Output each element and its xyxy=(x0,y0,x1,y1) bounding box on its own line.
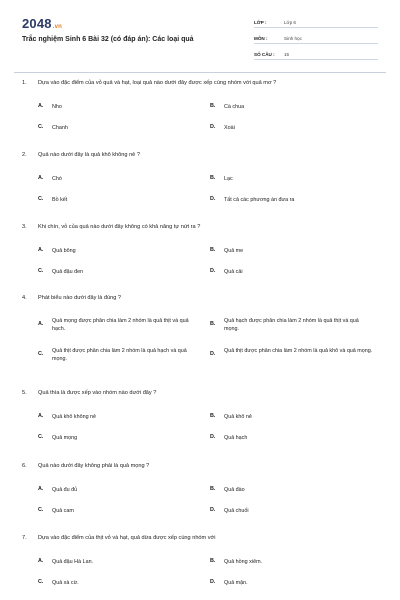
option-a[interactable] xyxy=(38,558,93,566)
option-letter: A. xyxy=(38,247,44,253)
question-prompt: Phát biểu nào dưới đây là đúng ? xyxy=(38,295,121,301)
option-letter: D. xyxy=(210,196,216,202)
option-d[interactable] xyxy=(210,268,243,276)
option-text: Chanh xyxy=(52,125,68,131)
option-c[interactable] xyxy=(38,434,77,442)
meta-label: LỚP : xyxy=(254,20,267,25)
question-number: 5. xyxy=(22,390,27,396)
quiz-meta xyxy=(254,14,378,62)
option-letter: B. xyxy=(210,103,216,109)
option-text: Nho xyxy=(52,104,62,110)
option-letter: D. xyxy=(210,434,216,440)
logo-suffix: .vn xyxy=(52,24,63,30)
option-letter: D. xyxy=(210,579,216,585)
option-text: Quả hạch xyxy=(224,435,248,441)
meta-row-subject xyxy=(254,30,378,44)
option-letter: C. xyxy=(38,507,44,513)
question-number: 7. xyxy=(22,535,27,541)
option-text: Quả bông xyxy=(52,248,76,254)
option-a[interactable] xyxy=(38,413,96,421)
option-d[interactable] xyxy=(210,434,247,442)
option-text: Quả thịt được phân chia làm 2 nhóm là quả khô và quả mọng. xyxy=(224,348,373,354)
option-text: Cà chua xyxy=(224,104,245,110)
meta-value: Sinh học xyxy=(284,36,302,41)
question-text xyxy=(22,295,121,301)
question-prompt: Quả nào dưới đây không phải là quả mọng ? xyxy=(38,463,150,469)
page-header xyxy=(0,0,400,75)
option-letter: A. xyxy=(38,103,44,109)
option-c[interactable] xyxy=(38,579,79,587)
meta-label: MÔN : xyxy=(254,36,268,41)
option-text: Quả khô không nẻ xyxy=(52,414,97,420)
option-text: Quả đào xyxy=(224,487,245,493)
option-c[interactable] xyxy=(38,347,202,364)
option-letter: B. xyxy=(210,413,216,419)
option-letter: B. xyxy=(210,486,216,492)
option-b[interactable] xyxy=(210,103,244,111)
meta-value: Lớp 6 xyxy=(284,20,296,25)
option-b[interactable] xyxy=(210,486,245,494)
option-text: Quả mận. xyxy=(224,580,248,586)
question-text xyxy=(22,152,140,158)
option-letter: D. xyxy=(210,124,216,130)
option-letter: C. xyxy=(38,579,44,585)
option-text: Quả xà cừ. xyxy=(52,580,79,586)
meta-value: 15 xyxy=(284,52,290,57)
option-letter: A. xyxy=(38,558,44,564)
meta-row-class xyxy=(254,14,378,28)
option-letter: A. xyxy=(38,486,44,492)
question-text xyxy=(22,80,276,86)
option-a[interactable] xyxy=(38,103,62,111)
option-c[interactable] xyxy=(38,507,74,515)
option-letter: B. xyxy=(210,321,216,327)
option-d[interactable] xyxy=(210,124,235,132)
logo-text: 2048 xyxy=(22,16,52,31)
option-text: Quả cải xyxy=(224,269,243,275)
option-text: Tất cả các phương án đưa ra xyxy=(224,197,295,203)
option-c[interactable] xyxy=(38,124,68,132)
option-d[interactable] xyxy=(210,347,374,357)
option-b[interactable] xyxy=(210,413,252,421)
option-letter: D. xyxy=(210,268,216,274)
question-prompt: Dựa vào đặc điểm của thịt vỏ và hạt, quả dừa được xếp cùng nhóm với xyxy=(38,535,216,541)
option-b[interactable] xyxy=(210,247,243,255)
option-a[interactable] xyxy=(38,317,202,334)
option-letter: A. xyxy=(38,321,44,327)
option-text: Quả hạch được phân chia làm 2 nhóm là quả thịt và quả mọng. xyxy=(224,318,359,333)
option-letter: A. xyxy=(38,175,44,181)
question-number: 1. xyxy=(22,80,27,86)
option-letter: C. xyxy=(38,351,44,357)
question-prompt: Dựa vào đặc điểm của vỏ quả và hạt, loại quả nào dưới đây được xếp cùng nhóm với quả mơ ? xyxy=(38,80,277,86)
option-a[interactable] xyxy=(38,247,76,255)
option-letter: C. xyxy=(38,196,44,202)
option-b[interactable] xyxy=(210,317,374,334)
question-number: 4. xyxy=(22,295,27,301)
option-b[interactable] xyxy=(210,558,262,566)
question-text xyxy=(22,224,200,230)
question-text xyxy=(22,390,156,396)
question-number: 2. xyxy=(22,152,27,158)
option-b[interactable] xyxy=(210,175,233,183)
option-letter: B. xyxy=(210,247,216,253)
option-letter: A. xyxy=(38,413,44,419)
option-text: Quả cam xyxy=(52,508,74,514)
option-text: Quả chuối xyxy=(224,508,249,514)
option-letter: D. xyxy=(210,507,216,513)
option-letter: B. xyxy=(210,175,216,181)
option-letter: C. xyxy=(38,434,44,440)
site-logo[interactable] xyxy=(22,16,62,31)
option-letter: D. xyxy=(210,351,216,357)
option-c[interactable] xyxy=(38,196,67,204)
option-text: Chò xyxy=(52,176,62,182)
option-letter: B. xyxy=(210,558,216,564)
option-text: Quả đậu đen xyxy=(52,269,84,275)
option-text: Quả thịt được phân chia làm 2 nhóm là quả hạch và quả mọng. xyxy=(52,348,187,363)
option-text: Quả mọng xyxy=(52,435,78,441)
option-a[interactable] xyxy=(38,486,77,494)
question-number: 6. xyxy=(22,463,27,469)
meta-label: SỐ CÂU : xyxy=(254,52,275,57)
question-prompt: Quả thìa là được xếp vào nhóm nào dưới đây ? xyxy=(38,390,157,396)
option-text: Quả hồng xiêm. xyxy=(224,559,263,565)
meta-row-count xyxy=(254,46,378,60)
option-d[interactable] xyxy=(210,196,294,204)
option-letter: C. xyxy=(38,268,44,274)
option-d[interactable] xyxy=(210,507,249,515)
option-text: Quả me xyxy=(224,248,244,254)
question-text xyxy=(22,535,215,541)
question-prompt: Quả nào dưới đây là quả khô không nẻ ? xyxy=(38,152,140,158)
option-text: Bồ kết xyxy=(52,197,68,203)
option-text: Quả khô nẻ xyxy=(224,414,252,420)
question-number: 3. xyxy=(22,224,27,230)
option-letter: C. xyxy=(38,124,44,130)
option-text: Quả mọng được phân chia làm 2 nhóm là quả thịt và quả hạch. xyxy=(52,318,189,333)
page-title: Trắc nghiệm Sinh 6 Bài 32 (có đáp án): Các loại quả xyxy=(22,36,194,43)
option-d[interactable] xyxy=(210,579,248,587)
option-c[interactable] xyxy=(38,268,83,276)
option-text: Quả đu đủ xyxy=(52,487,78,493)
option-text: Quả đậu Hà Lan. xyxy=(52,559,94,565)
question-prompt: Khi chín, vỏ của quả nào dưới đây không có khả năng tự nứt ra ? xyxy=(38,224,201,230)
option-a[interactable] xyxy=(38,175,62,183)
option-text: Xoài xyxy=(224,125,235,131)
option-text: Lạc xyxy=(224,176,233,182)
question-text xyxy=(22,463,149,469)
header-divider xyxy=(14,72,386,73)
